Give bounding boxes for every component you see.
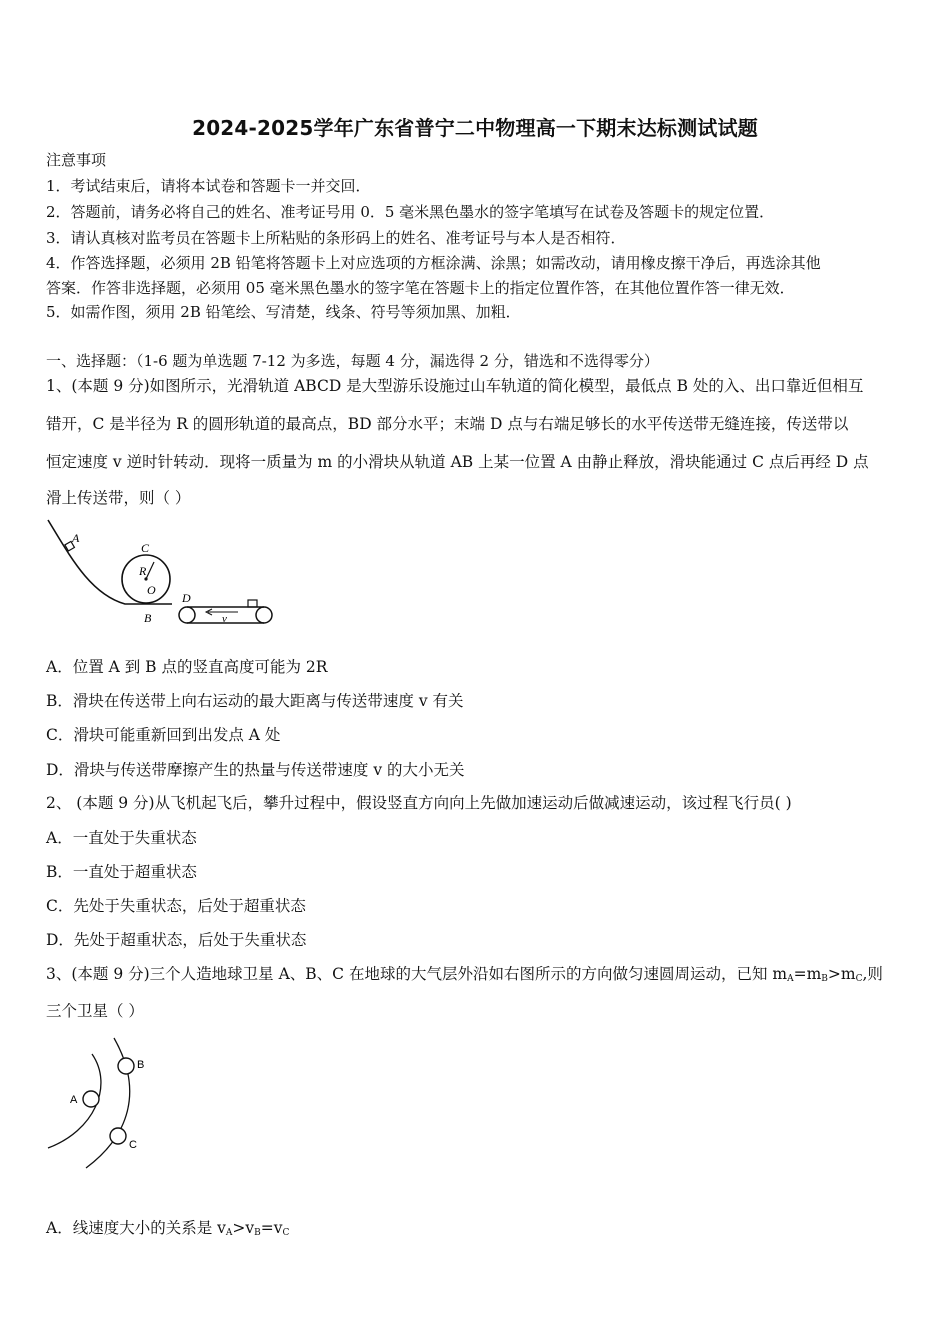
q3-sub: C xyxy=(282,1228,290,1238)
q3-option-text: A．线速度大小的关系是 v xyxy=(46,1219,226,1237)
question-3-option-a[interactable] xyxy=(46,1218,289,1243)
q3-option-text: =v xyxy=(260,1219,283,1237)
label-b: B xyxy=(137,1059,145,1071)
notice-item: 4．作答选择题，必须用 2B 铅笔将答题卡上对应选项的方框涂满、涂黑；如需改动，请用橡皮擦干净后，再选涂其他 xyxy=(46,254,821,272)
label-a: A xyxy=(72,531,80,545)
q3-sub: B xyxy=(254,1228,261,1238)
question-2-option-a[interactable]: A．一直处于失重状态 xyxy=(46,829,197,847)
q3-sub: B xyxy=(821,974,828,984)
q3-sub: A xyxy=(225,1228,233,1238)
notice-item: 5．如需作图，须用 2B 铅笔绘、写清楚，线条、符号等须加黑、加粗． xyxy=(46,303,521,321)
question-1-option-c[interactable]: C．滑块可能重新回到出发点 A 处 xyxy=(46,726,281,744)
notice-item: 3．请认真核对监考员在答题卡上所粘贴的条形码上的姓名、准考证号与本人是否相符． xyxy=(46,229,626,247)
question-1-line: 滑上传送带，则（ ） xyxy=(46,489,191,507)
question-2-option-c[interactable]: C．先处于失重状态，后处于超重状态 xyxy=(46,897,306,915)
q3-sub: A xyxy=(787,974,794,984)
q3-stem-text: >m xyxy=(827,965,856,983)
question-1-option-a[interactable]: A．位置 A 到 B 点的竖直高度可能为 2R xyxy=(46,658,328,676)
notice-item: 1．考试结束后，请将本试卷和答题卡一并交回． xyxy=(46,177,371,195)
q3-stem-text: =m xyxy=(793,965,822,983)
label-c: C xyxy=(141,541,150,555)
q3-sub: C xyxy=(855,974,863,984)
satellite-orbits-figure xyxy=(44,1036,164,1172)
label-r: R xyxy=(139,564,147,578)
question-2-option-d[interactable]: D．先处于超重状态，后处于失重状态 xyxy=(46,931,307,949)
roller-coaster-track-figure xyxy=(40,516,280,628)
question-2-option-b[interactable]: B．一直处于超重状态 xyxy=(46,863,197,881)
question-2-stem: 2、 (本题 9 分)从飞机起飞后，攀升过程中，假设竖直方向向上先做加速运动后做减速运动，该过程飞行员( ) xyxy=(46,794,792,812)
question-1-option-b[interactable]: B．滑块在传送带上向右运动的最大距离与传送带速度 v 有关 xyxy=(46,692,464,710)
label-o: O xyxy=(147,583,156,597)
label-c: C xyxy=(129,1139,137,1151)
label-a: A xyxy=(70,1094,78,1106)
label-v: v xyxy=(222,613,227,625)
label-d: D xyxy=(182,591,191,605)
label-b: B xyxy=(144,611,152,625)
question-1-line: 错开，C 是半径为 R 的圆形轨道的最高点，BD 部分水平；末端 D 点与右端足够长的水平传送带无缝连接，传送带以 xyxy=(46,415,849,433)
page-title: 2024-2025学年广东省普宁二中物理高一下期末达标测试试题 xyxy=(192,116,758,140)
notice-heading: 注意事项 xyxy=(46,151,107,169)
q3-stem-text: ,则 xyxy=(862,965,883,983)
notice-item: 答案．作答非选择题，必须用 05 毫米黑色墨水的签字笔在答题卡上的指定位置作答，在其他位置作答一律无效． xyxy=(46,279,795,297)
section-heading: 一、选择题：（1-6 题为单选题 7-12 为多选，每题 4 分，漏选得 2 分，错选和不选得零分） xyxy=(46,352,659,370)
question-1-line: 恒定速度 v 逆时针转动．现将一质量为 m 的小滑块从轨道 AB 上某一位置 A 由静止释放，滑块能通过 C 点后再经 D 点 xyxy=(46,453,869,471)
question-1-option-d[interactable]: D．滑块与传送带摩擦产生的热量与传送带速度 v 的大小无关 xyxy=(46,761,465,779)
question-1-line: 1、(本题 9 分)如图所示，光滑轨道 ABCD 是大型游乐设施过山车轨道的简化模型，最低点 B 处的入、出口靠近但相互 xyxy=(46,377,864,395)
q3-option-text: >v xyxy=(232,1219,255,1237)
q3-stem-text: 3、(本题 9 分)三个人造地球卫星 A、B、C 在地球的大气层外沿如右图所示的方向做匀速圆周运动，已知 m xyxy=(46,965,788,983)
question-3-stem xyxy=(46,964,883,989)
question-3-stem-line-2: 三个卫星（ ） xyxy=(46,1002,144,1020)
notice-item: 2．答题前，请务必将自己的姓名、准考证号用 0．5 毫米黑色墨水的签字笔填写在试卷及答题卡的规定位置． xyxy=(46,203,775,221)
